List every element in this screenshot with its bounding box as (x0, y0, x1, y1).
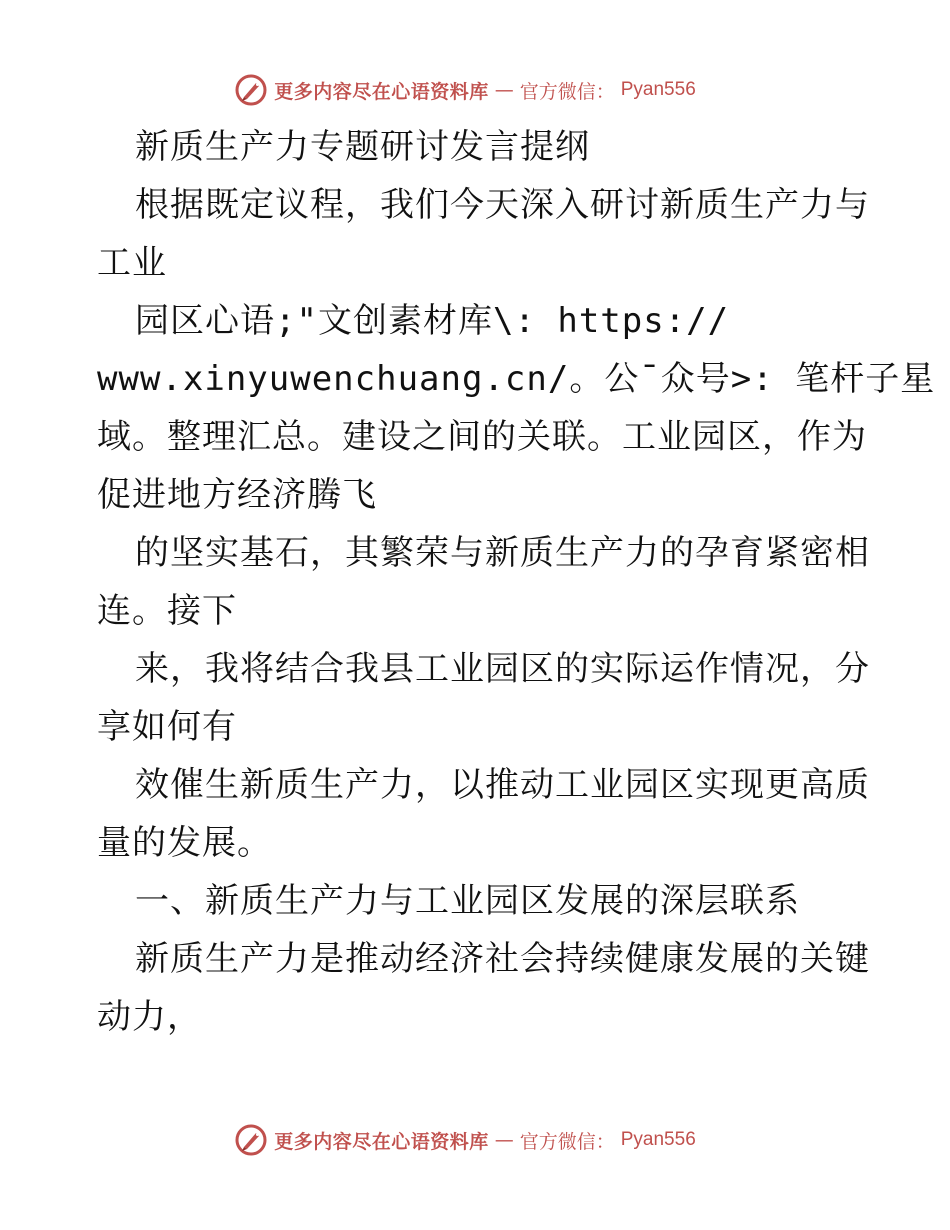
paragraph-line: 效催生新质生产力，以推动工业园区实现更高质 (135, 765, 870, 805)
footer-banner (0, 1120, 950, 1160)
paragraph-line: 量的发展。 (97, 823, 272, 863)
paragraph-line: 动力， (97, 997, 202, 1037)
header-separator: — (494, 79, 514, 101)
paragraph-line: www.xinyuwenchuang.cn/。公¯众号>: 笔杆子星 (97, 359, 936, 399)
section-heading: 一、新质生产力与工业园区发展的深层联系 (135, 881, 800, 921)
paragraph-line: 连。接下 (97, 591, 237, 631)
header-wechat-label: 官方微信： (519, 80, 615, 103)
paragraph-line: 来，我将结合我县工业园区的实际运作情况，分 (135, 649, 870, 689)
footer-wechat-handle: Pyan556 (620, 1129, 696, 1150)
footer-wechat-label: 官方微信： (519, 1130, 615, 1153)
document-body (97, 118, 936, 1046)
paragraph-line: 工业 (97, 243, 167, 283)
paragraph-line: 新质生产力是推动经济社会持续健康发展的关键 (135, 939, 870, 979)
header-wechat-handle: Pyan556 (620, 79, 696, 100)
header-banner (0, 70, 950, 110)
footer-banner-content (234, 1123, 696, 1157)
header-brand-text: 更多内容尽在心语资料库 (274, 80, 489, 103)
paragraph-line: 根据既定议程，我们今天深入研讨新质生产力与 (135, 185, 870, 225)
paragraph-line: 的坚实基石，其繁荣与新质生产力的孕育紧密相 (135, 533, 870, 573)
document-title: 新质生产力专题研讨发言提纲 (135, 127, 590, 167)
paragraph-line: 促进地方经济腾飞 (97, 475, 377, 515)
paragraph-line: 享如何有 (97, 707, 237, 747)
pen-logo-icon (234, 73, 268, 107)
paragraph-line: 园区心语;"文创素材库\: https:// (135, 301, 730, 341)
footer-brand-text: 更多内容尽在心语资料库 (274, 1130, 489, 1153)
pen-logo-icon (234, 1123, 268, 1157)
paragraph-line: 域。整理汇总。建设之间的关联。工业园区，作为 (97, 417, 867, 457)
header-banner-content (234, 73, 696, 107)
footer-separator: — (494, 1129, 514, 1151)
